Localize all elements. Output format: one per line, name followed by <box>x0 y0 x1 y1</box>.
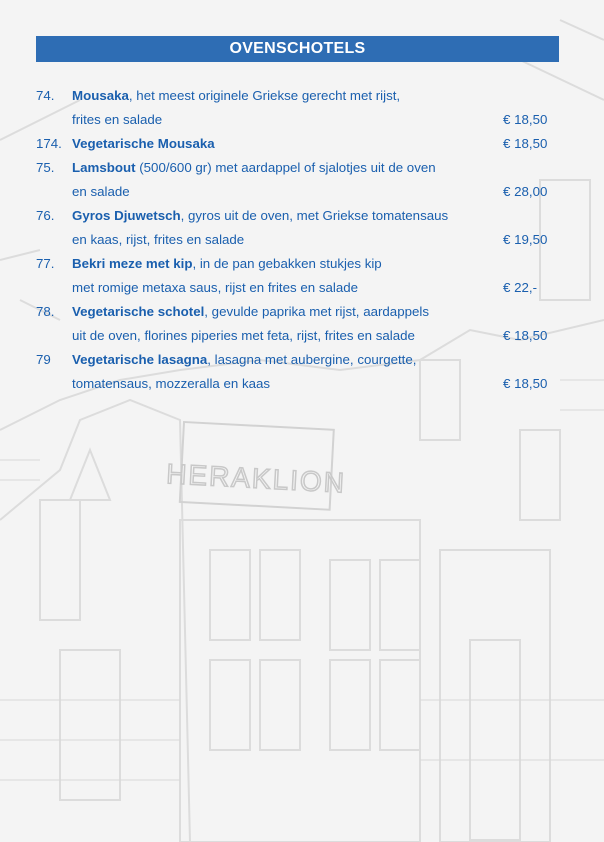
item-name: Vegetarische lasagna <box>72 352 208 367</box>
section-header <box>36 36 559 62</box>
item-number: 77. <box>36 256 55 271</box>
item-description-line2: en salade <box>72 184 130 199</box>
item-number: 74. <box>36 88 55 103</box>
item-description-line1: , gyros uit de oven, met Griekse tomatensaus <box>180 208 449 223</box>
item-name: Vegetarische Mousaka <box>72 136 215 151</box>
item-description <box>72 84 400 108</box>
menu-item-75 <box>0 156 604 180</box>
item-price: € 18,50 <box>503 112 548 127</box>
item-price: € 19,50 <box>503 232 548 247</box>
item-number: 79 <box>36 352 51 367</box>
item-description-line2: met romige metaxa saus, rijst en frites en salade <box>72 280 359 295</box>
item-name: Bekri meze met kip <box>72 256 193 271</box>
item-description-line2: uit de oven, florines piperies met feta, rijst, frites en salade <box>72 328 415 343</box>
item-number: 78. <box>36 304 55 319</box>
menu-item-174 <box>0 132 604 156</box>
item-name: Mousaka <box>72 88 129 103</box>
item-price: € 18,50 <box>503 328 548 343</box>
item-name: Vegetarische schotel <box>72 304 205 319</box>
item-name: Lamsbout <box>72 160 136 175</box>
menu-item-79 <box>0 348 604 372</box>
item-price: € 22,- <box>503 280 538 295</box>
menu-item-74 <box>0 84 604 108</box>
item-description-line2: tomatensaus, mozzeralla en kaas <box>72 376 271 391</box>
item-description-line1: , in de pan gebakken stukjes kip <box>192 256 382 271</box>
item-price: € 18,50 <box>503 376 548 391</box>
section-title: OVENSCHOTELS <box>229 40 366 57</box>
item-description-line1: (500/600 gr) met aardappel of sjalotjes uit de oven <box>135 160 436 175</box>
item-price: € 28,00 <box>503 184 548 199</box>
item-number: 76. <box>36 208 55 223</box>
item-description-line2: frites en salade <box>72 112 163 127</box>
heraklion-sign-text: HERAKLION <box>165 458 347 499</box>
menu-item-76 <box>0 204 604 228</box>
menu-item-78 <box>0 300 604 324</box>
item-name: Gyros Djuwetsch <box>72 208 181 223</box>
item-price: € 18,50 <box>503 136 548 151</box>
menu-item-77 <box>0 252 604 276</box>
item-description-line1: , lasagna met aubergine, courgette, <box>207 352 417 367</box>
item-description-line1: , gevulde paprika met rijst, aardappels <box>204 304 429 319</box>
item-number: 174. <box>36 136 62 151</box>
item-description-line1: , het meest originele Griekse gerecht met rijst, <box>128 88 401 103</box>
item-description-line2: en kaas, rijst, frites en salade <box>72 232 245 247</box>
item-number: 75. <box>36 160 55 175</box>
